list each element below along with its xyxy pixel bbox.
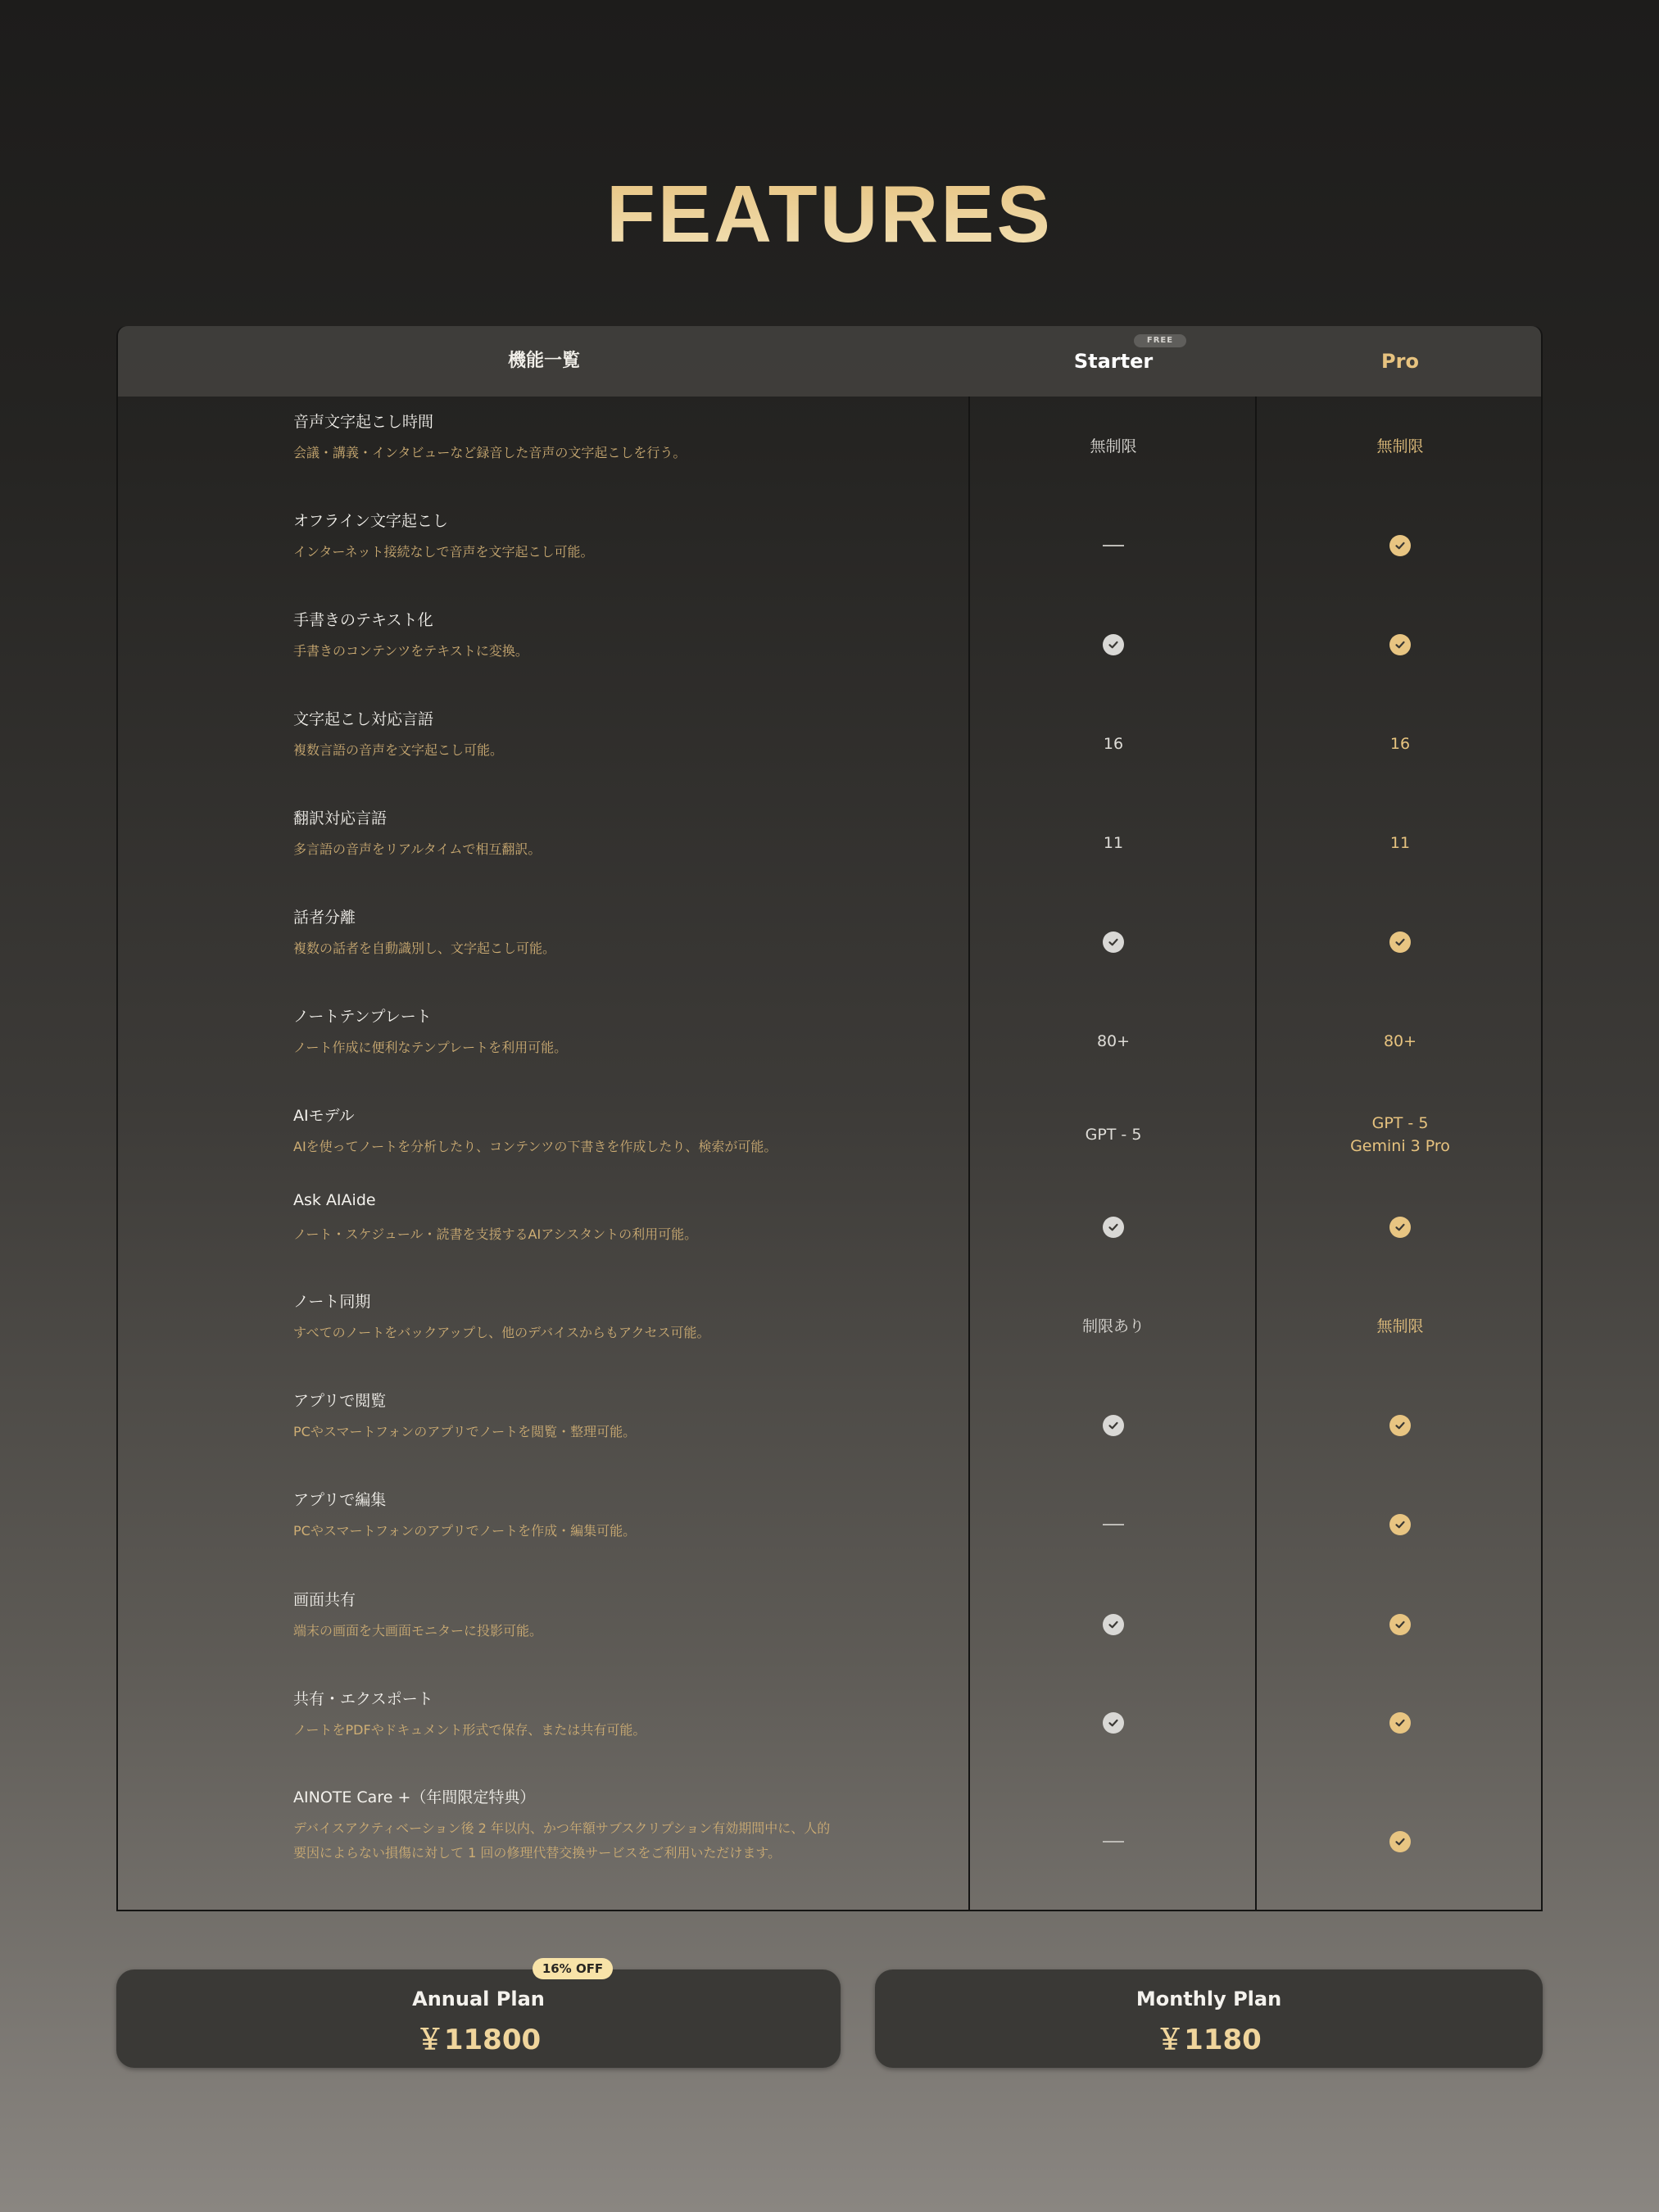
plan-name: Monthly Plan bbox=[1135, 1988, 1282, 2010]
dash-icon bbox=[1103, 1841, 1124, 1843]
table-row bbox=[118, 1276, 1541, 1376]
feature-name: アプリで閲覧 bbox=[293, 1392, 387, 1410]
pro-cell bbox=[1257, 496, 1543, 595]
starter-cell bbox=[970, 1772, 1257, 1911]
check-icon bbox=[1389, 1217, 1411, 1238]
plan-price: ￥11800 bbox=[415, 2024, 542, 2056]
feature-name: アプリで編集 bbox=[293, 1491, 387, 1509]
feature-name: AINOTE Care +（年間限定特典） bbox=[293, 1788, 536, 1806]
feature-description: 複数の話者を自動識別し、文字起こし可能。 bbox=[293, 941, 556, 956]
check-icon bbox=[1389, 1831, 1411, 1852]
pro-cell: 無制限 bbox=[1376, 1317, 1424, 1335]
feature-description: インターネット接続なしで音声を文字起こし可能。 bbox=[293, 544, 594, 560]
pro-cell: 11 bbox=[1389, 833, 1411, 852]
table-row bbox=[118, 397, 1541, 496]
pro-cell bbox=[1257, 1178, 1543, 1276]
check-icon bbox=[1103, 1217, 1124, 1238]
pro-cell bbox=[1257, 892, 1543, 991]
starter-cell: GPT - 5 bbox=[1085, 1125, 1142, 1144]
feature-description: AIを使ってノートを分析したり、コンテンツの下書きを作成したり、検索が可能。 bbox=[293, 1139, 777, 1154]
starter-cell: 制限あり bbox=[1081, 1317, 1145, 1335]
feature-name: ノート同期 bbox=[293, 1293, 371, 1311]
check-icon bbox=[1103, 1614, 1124, 1635]
pro-cell: GPT - 5 Gemini 3 Pro bbox=[1350, 1113, 1450, 1155]
starter-cell bbox=[970, 1674, 1257, 1772]
feature-description: ノート・スケジュール・読書を支援するAIアシスタントの利用可能。 bbox=[293, 1226, 698, 1242]
pro-column-header: Pro bbox=[1381, 350, 1419, 373]
feature-description: 会議・講義・インタビューなど録音した音声の文字起こしを行う。 bbox=[293, 445, 687, 460]
table-header bbox=[118, 326, 1541, 397]
pro-cell bbox=[1257, 1376, 1543, 1475]
feature-description: 端末の画面を大画面モニターに投影可能。 bbox=[293, 1623, 543, 1639]
pro-cell bbox=[1257, 1772, 1543, 1911]
check-icon bbox=[1103, 1712, 1124, 1734]
check-icon bbox=[1389, 535, 1411, 556]
check-icon bbox=[1389, 634, 1411, 655]
table-row bbox=[118, 1178, 1541, 1276]
feature-name: AIモデル bbox=[293, 1107, 355, 1125]
plan-price: ￥1180 bbox=[1156, 2024, 1262, 2056]
pro-cell: 16 bbox=[1389, 734, 1411, 753]
check-icon bbox=[1389, 1712, 1411, 1734]
starter-cell bbox=[970, 1376, 1257, 1475]
starter-cell bbox=[970, 1178, 1257, 1276]
table-row bbox=[118, 1772, 1541, 1911]
pro-cell bbox=[1257, 1475, 1543, 1575]
table-row bbox=[118, 1575, 1541, 1674]
feature-description: PCやスマートフォンのアプリでノートを作成・編集可能。 bbox=[293, 1523, 637, 1539]
feature-description: ノートをPDFやドキュメント形式で保存、または共有可能。 bbox=[293, 1722, 646, 1738]
starter-cell bbox=[970, 1575, 1257, 1674]
pro-cell bbox=[1257, 595, 1543, 694]
feature-description: デバイスアクティベーション後 2 年以内、かつ年額サブスクリプション有効期間中に、人的要因によらない損傷に対して 1 回の修理代替交換サービスをご利用いただけます。 bbox=[293, 1820, 831, 1861]
starter-cell bbox=[970, 892, 1257, 991]
feature-name: 文字起こし対応言語 bbox=[293, 710, 434, 728]
check-icon bbox=[1389, 1614, 1411, 1635]
starter-cell bbox=[970, 496, 1257, 595]
starter-cell bbox=[970, 1475, 1257, 1575]
feature-description: ノート作成に便利なテンプレートを利用可能。 bbox=[293, 1040, 568, 1055]
check-icon bbox=[1103, 931, 1124, 953]
table-row bbox=[118, 1090, 1541, 1178]
starter-cell bbox=[970, 595, 1257, 694]
discount-badge: 16% OFF bbox=[533, 1958, 613, 1979]
dash-icon bbox=[1103, 545, 1124, 546]
feature-description: 手書きのコンテンツをテキストに変換。 bbox=[293, 643, 528, 659]
table-row bbox=[118, 1674, 1541, 1772]
feature-name: 話者分離 bbox=[293, 909, 356, 927]
feature-name: 手書きのテキスト化 bbox=[293, 611, 433, 629]
table-row bbox=[118, 694, 1541, 793]
feature-description: 複数言語の音声を文字起こし可能。 bbox=[293, 742, 504, 758]
feature-name: ノートテンプレート bbox=[293, 1008, 432, 1026]
free-badge: FREE bbox=[1134, 334, 1186, 347]
table-row bbox=[118, 991, 1541, 1090]
feature-column-header: 機能一覧 bbox=[507, 351, 580, 371]
table-row bbox=[118, 793, 1541, 892]
pro-cell bbox=[1257, 1575, 1543, 1674]
check-icon bbox=[1103, 1415, 1124, 1436]
table-row bbox=[118, 496, 1541, 595]
starter-cell: 16 bbox=[1103, 734, 1124, 753]
feature-description: 多言語の音声をリアルタイムで相互翻訳。 bbox=[293, 841, 542, 857]
check-icon bbox=[1103, 634, 1124, 655]
feature-description: PCやスマートフォンのアプリでノートを閲覧・整理可能。 bbox=[293, 1424, 637, 1439]
feature-name: 画面共有 bbox=[293, 1591, 356, 1609]
starter-cell: 80+ bbox=[1096, 1031, 1131, 1050]
feature-name: オフライン文字起こし bbox=[293, 512, 448, 530]
table-row bbox=[118, 892, 1541, 991]
annual-plan-button[interactable] bbox=[116, 1969, 841, 2068]
plan-name: Annual Plan bbox=[412, 1988, 545, 2010]
check-icon bbox=[1389, 1415, 1411, 1436]
pro-cell bbox=[1257, 1674, 1543, 1772]
table-row bbox=[118, 595, 1541, 694]
starter-column-header: Starter bbox=[1073, 350, 1154, 373]
page-title: FEATURES bbox=[0, 168, 1659, 261]
feature-description: すべてのノートをバックアップし、他のデバイスからもアクセス可能。 bbox=[293, 1325, 710, 1340]
table-row bbox=[118, 1475, 1541, 1575]
pro-cell: 無制限 bbox=[1376, 437, 1424, 456]
feature-name: 翻訳対応言語 bbox=[293, 809, 388, 827]
features-table bbox=[116, 326, 1543, 1911]
feature-name: Ask AIAide bbox=[293, 1191, 376, 1209]
dash-icon bbox=[1103, 1524, 1124, 1525]
check-icon bbox=[1389, 931, 1411, 953]
table-row bbox=[118, 1376, 1541, 1475]
feature-name: 共有・エクスポート bbox=[293, 1690, 433, 1708]
feature-name: 音声文字起こし時間 bbox=[293, 413, 434, 431]
pro-cell: 80+ bbox=[1383, 1031, 1417, 1050]
starter-cell: 無制限 bbox=[1090, 437, 1137, 456]
monthly-plan-button[interactable] bbox=[875, 1969, 1543, 2068]
starter-cell: 11 bbox=[1103, 833, 1124, 852]
check-icon bbox=[1389, 1514, 1411, 1535]
